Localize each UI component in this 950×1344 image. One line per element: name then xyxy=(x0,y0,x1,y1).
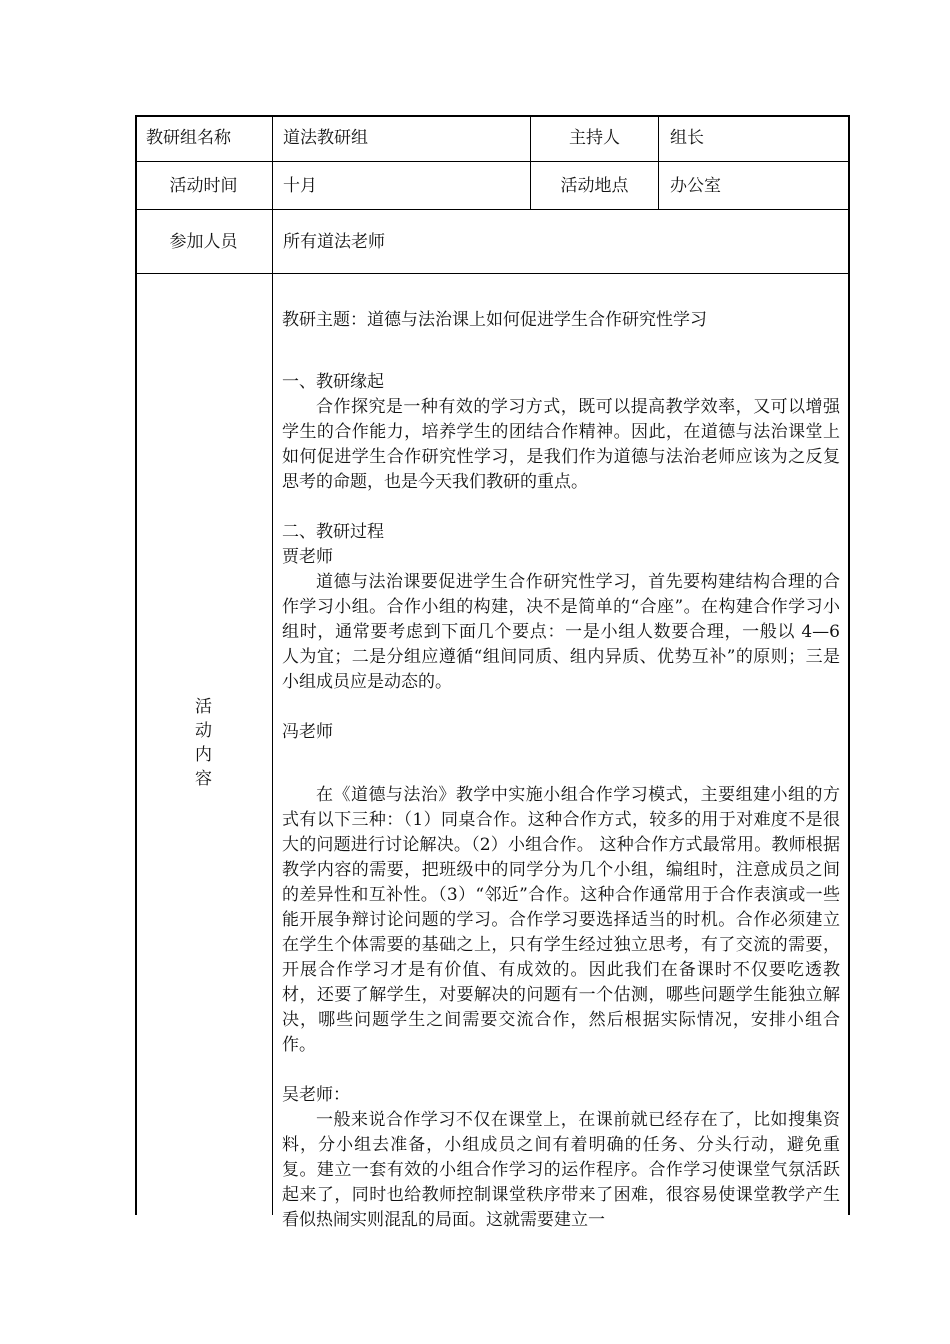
group-name-label: 教研组名称 xyxy=(146,128,231,148)
place-label: 活动地点 xyxy=(560,176,629,196)
content-label-char: 动 xyxy=(195,721,212,741)
activity-record-table xyxy=(135,115,850,1230)
row-divider-3 xyxy=(135,273,850,274)
host-value: 组长 xyxy=(670,128,704,148)
table-border-left xyxy=(135,115,137,1215)
time-value: 十月 xyxy=(283,176,317,196)
research-topic: 教研主题：道德与法治课上如何促进学生合作研究性学习 xyxy=(282,310,707,330)
table-border-top xyxy=(135,115,850,117)
teacher-wu-name: 吴老师： xyxy=(282,1085,350,1105)
column-divider-3 xyxy=(658,115,659,209)
content-label-char: 内 xyxy=(195,745,212,765)
group-name-value: 道法教研组 xyxy=(283,128,368,148)
row-divider-1 xyxy=(135,161,850,162)
place-value: 办公室 xyxy=(670,176,721,196)
content-label-char: 活 xyxy=(195,697,212,717)
section-origin-title: 一、教研缘起 xyxy=(282,372,384,392)
row-divider-2 xyxy=(135,209,850,210)
content-label-char: 容 xyxy=(195,769,212,789)
activity-content xyxy=(282,308,840,1233)
host-label: 主持人 xyxy=(569,128,620,148)
table-border-right xyxy=(848,115,850,1215)
section-process-title: 二、教研过程 xyxy=(282,522,384,542)
teacher-jia-body: 道德与法治课要促进学生合作研究性学习，首先要构建结构合理的合作学习小组。合作小组的构建，决不是简单的“合座”。在构建合作学习小组时，通常要考虑到下面几个要点：一是小组人数要合理，一般以 4—6 人为宜；二是分组应遵循“组间同质、组内异质、优势互补”的原则；三是小组成员应是动态的。 xyxy=(282,572,840,692)
teacher-feng-body: 在《道德与法治》教学中实施小组合作学习模式，主要组建小组的方式有以下三种：（1）同桌合作。这种合作方式，较多的用于对难度不是很大的问题进行讨论解决。（2）小组合作。 这种合作方式最常用。教师根据教学内容的需要，把班级中的同学分为几个小组，编组时，注意成员之间的差异性和互补性。（3）“邻近”合作。这种合作通常用于合作表演或一些能开展争辩讨论问题的学习。合作学习要选择适当的时机。合作必须建立在学生个体需要的基础之上，只有学生经过独立思考，有了交流的需要，开展合作学习才是有价值、有成效的。因此我们在备课时不仅要吃透教材，还要了解学生，对要解决的问题有一个估测，哪些问题学生能独立解决，哪些问题学生之间需要交流合作，然后根据实际情况，安排小组合作。 xyxy=(282,785,840,1055)
teacher-wu-body: 一般来说合作学习不仅在课堂上，在课前就已经存在了，比如搜集资料，分小组去准备，小组成员之间有着明确的任务、分头行动，避免重复。建立一套有效的小组合作学习的运作程序。合作学习使课堂气氛活跃起来了，同时也给教师控制课堂秩序带来了困难，很容易使课堂教学产生看似热闹实则混乱的局面。这就需要建立一 xyxy=(282,1110,840,1230)
time-label: 活动时间 xyxy=(169,176,238,196)
participants-label: 参加人员 xyxy=(169,232,238,252)
content-label xyxy=(135,695,272,791)
teacher-feng-name: 冯老师 xyxy=(282,722,333,742)
teacher-jia-name: 贾老师 xyxy=(282,547,333,567)
column-divider-1 xyxy=(272,115,273,1215)
participants-value: 所有道法老师 xyxy=(283,232,385,252)
section-origin-body: 合作探究是一种有效的学习方式，既可以提高教学效率，又可以增强学生的合作能力，培养学生的团结合作精神。因此，在道德与法治课堂上如何促进学生合作研究性学习，是我们作为道德与法治老师应该为之反复思考的命题，也是今天我们教研的重点。 xyxy=(282,397,840,492)
